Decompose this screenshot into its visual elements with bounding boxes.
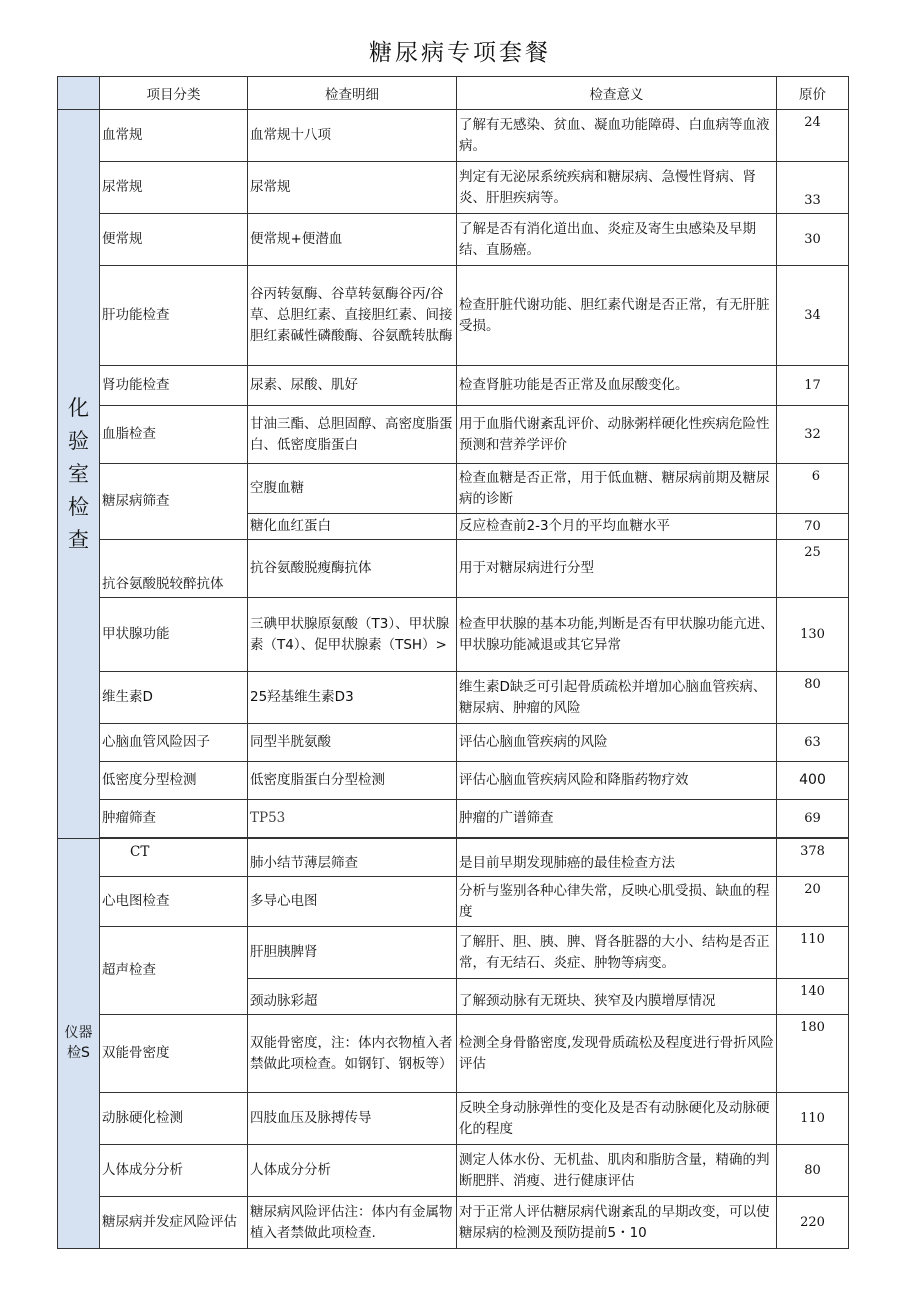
- row-meaning: 对于正常人评估糖尿病代谢紊乱的早期改变，可以使糖尿病的检测及预防提前5・10: [457, 1197, 777, 1249]
- row-detail: 多导心电图: [248, 877, 457, 927]
- table-row: [58, 877, 849, 927]
- row-price: 110: [777, 1093, 849, 1145]
- page-title: 糖尿病专项套餐: [369, 40, 551, 66]
- table-row: [58, 762, 849, 800]
- header-meaning: 检查意义: [457, 77, 777, 110]
- row-category: 心脑血管风险因子: [100, 724, 248, 762]
- row-detail: 人体成分分析: [248, 1145, 457, 1197]
- table-row: [58, 366, 849, 406]
- row-price: 69: [777, 800, 849, 838]
- row-price: 34: [777, 266, 849, 366]
- table-row: [58, 724, 849, 762]
- row-meaning: 检查肾脏功能是否正常及血尿酸变化。: [457, 366, 777, 406]
- row-price: 32: [777, 406, 849, 464]
- row-detail: 低密度脂蛋白分型检测: [248, 762, 457, 800]
- table-row: [58, 540, 849, 598]
- row-detail: 糖化血红蛋白: [248, 514, 457, 540]
- row-category: 肾功能检查: [100, 366, 248, 406]
- section-lab-label: 化验室检查: [68, 395, 89, 552]
- row-detail: TP53: [248, 800, 457, 838]
- row-detail: 尿素、尿酸、肌好: [248, 366, 457, 406]
- row-detail: 尿常规: [248, 162, 457, 214]
- table-row: [58, 1145, 849, 1197]
- table-row: [58, 800, 849, 838]
- row-meaning: 了解颈动脉有无斑块、狭窄及内膜增厚情况: [457, 979, 777, 1015]
- row-price: 24: [777, 110, 849, 162]
- row-category: 血常规: [100, 110, 248, 162]
- row-meaning: 检查甲状腺的基本功能,判断是否有甲状腺功能亢进、甲状腺功能减退或其它异常: [457, 598, 777, 672]
- row-category: 肝功能检查: [100, 266, 248, 366]
- row-price: 25: [777, 540, 849, 598]
- package-table: [57, 76, 849, 1249]
- row-detail: 便常规+便潜血: [248, 214, 457, 266]
- row-meaning: 评估心脑血管疾病的风险: [457, 724, 777, 762]
- row-category: 便常规: [100, 214, 248, 266]
- row-category: 双能骨密度: [100, 1015, 248, 1093]
- section-lab: [58, 110, 100, 839]
- table-row: [58, 1093, 849, 1145]
- row-category: 抗谷氨酸脱较醉抗体: [100, 540, 248, 598]
- row-price: 33: [777, 162, 849, 214]
- row-detail: 三碘甲状腺原氨酸（T3）、甲状腺素（T4）、促甲状腺素（TSH）>: [248, 598, 457, 672]
- row-meaning: 了解有无感染、贫血、凝血功能障碍、白血病等血液病。: [457, 110, 777, 162]
- row-meaning: 肿瘤的广谱筛查: [457, 800, 777, 838]
- row-price: 400: [777, 762, 849, 800]
- row-meaning: 检查肝脏代谢功能、胆红素代谢是否正常，有无肝脏受损。: [457, 266, 777, 366]
- table-row: [58, 110, 849, 162]
- row-meaning: 是目前早期发现肺癌的最佳检查方法: [457, 839, 777, 877]
- row-price: 180: [777, 1015, 849, 1093]
- row-detail: 空腹血糖: [248, 464, 457, 514]
- row-category: 维生素D: [100, 672, 248, 724]
- table-row: [58, 1197, 849, 1249]
- row-price: 110: [777, 927, 849, 979]
- row-detail: 甘油三酯、总胆固醇、高密度脂蛋白、低密度脂蛋白: [248, 406, 457, 464]
- row-category: 超声检查: [100, 927, 248, 1015]
- row-category: 动脉硬化检测: [100, 1093, 248, 1145]
- row-detail: 肺小结节薄层筛查: [248, 839, 457, 877]
- row-price: 378: [777, 839, 849, 877]
- row-price: 220: [777, 1197, 849, 1249]
- row-meaning: 了解是否有消化道出血、炎症及寄生虫感染及早期结、直肠癌。: [457, 214, 777, 266]
- row-meaning: 反应检查前2-3个月的平均血糖水平: [457, 514, 777, 540]
- section-instrument: [58, 839, 100, 1249]
- row-detail: 同型半胱氨酸: [248, 724, 457, 762]
- row-meaning: 用于血脂代谢紊乱评价、动脉粥样硬化性疾病危险性预测和营养学评价: [457, 406, 777, 464]
- row-category: 肿瘤筛查: [100, 800, 248, 838]
- row-detail: 颈动脉彩超: [248, 979, 457, 1015]
- table-row: [58, 162, 849, 214]
- side-header-cell: [58, 77, 100, 110]
- table-row: [58, 214, 849, 266]
- row-price: 80: [777, 672, 849, 724]
- row-meaning: 检查血糖是否正常，用于低血糖、糖尿病前期及糖尿病的诊断: [457, 464, 777, 514]
- row-detail: 肝胆胰脾肾: [248, 927, 457, 979]
- row-category: 糖尿病并发症风险评估: [100, 1197, 248, 1249]
- header-category: 项目分类: [100, 77, 248, 110]
- row-detail: 谷丙转氨酶、谷草转氨酶谷丙/谷草、总胆红素、直接胆红素、间接胆红素碱性磷酸酶、谷氨酰转肽酶: [248, 266, 457, 366]
- row-category: 心电图检查: [100, 877, 248, 927]
- row-detail: 四肢血压及脉搏传导: [248, 1093, 457, 1145]
- row-category: 血脂检查: [100, 406, 248, 464]
- table-header-row: [58, 77, 849, 110]
- header-detail: 检查明细: [248, 77, 457, 110]
- row-meaning: 反映全身动脉弹性的变化及是否有动脉硬化及动脉硬化的程度: [457, 1093, 777, 1145]
- table-row: [58, 464, 849, 514]
- section-instrument-label: 仪器检S: [64, 1025, 93, 1061]
- row-category: CT: [100, 839, 248, 877]
- table-row: [58, 406, 849, 464]
- row-price: 70: [777, 514, 849, 540]
- row-category: 人体成分分析: [100, 1145, 248, 1197]
- row-detail: 血常规十八项: [248, 110, 457, 162]
- row-price: 63: [777, 724, 849, 762]
- row-detail: 抗谷氨酸脱瘦酶抗体: [248, 540, 457, 598]
- row-price: 130: [777, 598, 849, 672]
- table-row: [58, 266, 849, 366]
- table-row: [58, 839, 849, 877]
- table-row: [58, 1015, 849, 1093]
- row-category: 低密度分型检测: [100, 762, 248, 800]
- row-meaning: 了解肝、胆、胰、脾、肾各脏器的大小、结构是否正常，有无结石、炎症、肿物等病变。: [457, 927, 777, 979]
- row-meaning: 分析与鉴别各种心律失常，反映心肌受损、缺血的程度: [457, 877, 777, 927]
- row-detail: 糖尿病风险评估注：体内有金属物植入者禁做此项检查.: [248, 1197, 457, 1249]
- row-meaning: 评估心脑血管疾病风险和降脂药物疗效: [457, 762, 777, 800]
- table-row: [58, 672, 849, 724]
- row-category: 尿常规: [100, 162, 248, 214]
- row-meaning: 判定有无泌尿系统疾病和糖尿病、急慢性肾病、肾炎、肝胆疾病等。: [457, 162, 777, 214]
- row-meaning: 测定人体水份、无机盐、肌肉和脂肪含量，精确的判断肥胖、消瘦、进行健康评估: [457, 1145, 777, 1197]
- row-price: 30: [777, 214, 849, 266]
- header-price: 原价: [777, 77, 849, 110]
- row-meaning: 用于对糖尿病进行分型: [457, 540, 777, 598]
- row-price: 17: [777, 366, 849, 406]
- row-price: 6: [777, 464, 849, 514]
- row-meaning: 检测全身骨骼密度,发现骨质疏松及程度进行骨折风险评估: [457, 1015, 777, 1093]
- row-category: 糖尿病筛查: [100, 464, 248, 540]
- row-price: 20: [777, 877, 849, 927]
- row-category: 甲状腺功能: [100, 598, 248, 672]
- row-meaning: 维生素D缺乏可引起骨质疏松并增加心脑血管疾病、糖尿病、肿瘤的风险: [457, 672, 777, 724]
- row-detail: 双能骨密度，注：体内衣物植入者禁做此项检查。如钢钉、钢板等）: [248, 1015, 457, 1093]
- row-price: 80: [777, 1145, 849, 1197]
- table-row: [58, 927, 849, 979]
- table-row: [58, 598, 849, 672]
- row-price: 140: [777, 979, 849, 1015]
- row-detail: 25羟基维生素D3: [248, 672, 457, 724]
